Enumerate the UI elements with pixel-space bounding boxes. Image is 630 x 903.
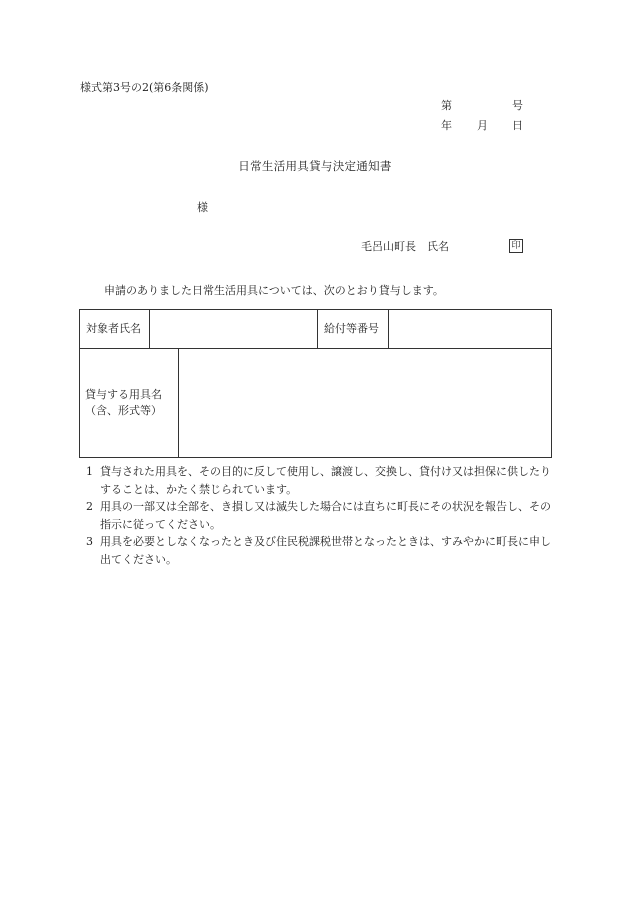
note-number: 2 (86, 500, 93, 513)
note-item (86, 463, 556, 498)
note-text: 用具を必要としなくなったとき及び住民税課税世帯となったときは、すみやかに町長に申し出てください。 (100, 535, 551, 566)
year-label: 年 (441, 119, 452, 132)
cell-divider (317, 310, 318, 348)
number-prefix: 第 (441, 99, 452, 112)
note-text: 貸与された用具を、その目的に反して使用し、譲渡し、交換し、貸付け又は担保に供したりすることは、かたく禁じられています。 (100, 465, 551, 496)
note-item (86, 533, 556, 568)
note-item (86, 498, 556, 533)
table-row-item (79, 348, 552, 458)
benefit-number-label: 給付等番号 (324, 322, 379, 335)
number-suffix: 号 (512, 99, 523, 112)
item-name-label-line1: 貸与する用具名 (85, 388, 162, 401)
day-label: 日 (512, 119, 523, 132)
notes-list (86, 463, 556, 568)
seal-mark: 印 (509, 239, 523, 253)
intro-text: 申請のありました日常生活用具については、次のとおり貸与します。 (104, 284, 444, 297)
subject-name-label: 対象者氏名 (86, 322, 141, 335)
addressee-suffix: 様 (197, 201, 208, 214)
issuer-label: 毛呂山町長 氏名 (361, 240, 449, 253)
month-label: 月 (477, 119, 488, 132)
document-title: 日常生活用具貸与決定通知書 (238, 159, 392, 173)
form-number: 様式第3号の2(第6条関係) (80, 81, 209, 94)
cell-divider (388, 310, 389, 348)
note-number: 1 (86, 465, 93, 478)
item-name-label-line2: （含、形式等） (85, 404, 162, 417)
cell-divider (149, 310, 150, 348)
cell-divider (178, 349, 179, 457)
table-row-subject (79, 309, 552, 349)
note-number: 3 (86, 535, 93, 548)
note-text: 用具の一部又は全部を、き損し又は滅失した場合には直ちに町長にその状況を報告し、その指示に従ってください。 (100, 500, 551, 531)
